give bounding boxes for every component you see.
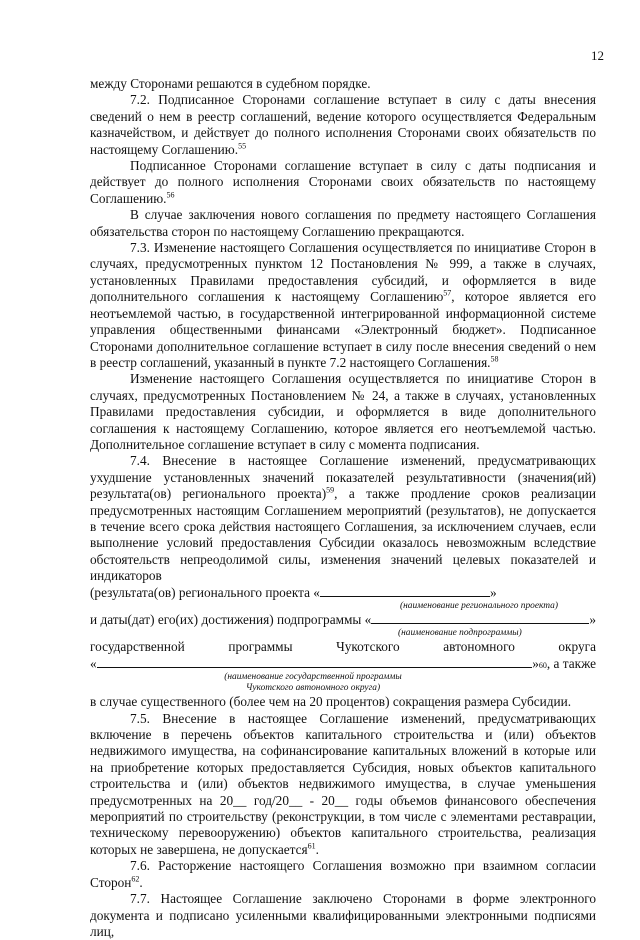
- paragraph-7-1-end: между Сторонами решаются в судебном порядке.: [90, 76, 371, 91]
- paragraph-7-4-end: в случае существенного (более чем на 20 процентов) сокращения размера Субсидии.: [90, 694, 572, 710]
- footnote-ref-59: 59: [326, 485, 335, 495]
- subprogram-caption: (наименование подпрограммы): [398, 628, 522, 639]
- subprogram-blank: [371, 612, 589, 624]
- state-program-blank: [97, 656, 533, 668]
- footnote-ref-58: 58: [490, 354, 499, 364]
- state-program-blank-row: « » 60 , а также: [90, 655, 596, 671]
- footnote-ref-55: 55: [238, 141, 247, 151]
- regional-project-blank-row: (результата(ов) регионального проекта « »: [90, 584, 497, 600]
- paragraph-7-3: 7.3. Изменение настоящего Соглашения осуществляется по инициативе Сторон в случаях, предусмотренных пунктом 12 Постановления № 999, а также в случаях, установленных Правилами предоставления субсидий, и оформляется в виде дополнительного соглашения к настоящему Соглашению$^{57}$, которое является его неотъемлемой частью, в государственной интегрированной информационной системе управления общественными финансами «Электронный бюджет». Подписанное Сторонами дополнительное соглашение вступает в силу после внесения сведений о нем в реестр соглашений, указанный в пункте 7.2 настоящего Соглашения.$^{58}$: [90, 240, 596, 370]
- paragraph-7-3-alt: Изменение настоящего Соглашения осуществляется по инициативе Сторон в случаях, предусмотренных Постановлением № 24, а также в случаях, установленных Правилами предоставления субсидии, и оформляется в виде дополнительного соглашения к настоящему Соглашению, которое является его неотъемлемой частью. Дополнительное соглашение вступает в силу с момента подписания.: [90, 371, 596, 452]
- state-program-words: государственной программы Чукотского автономного округа: [90, 639, 596, 655]
- page-number: 12: [591, 48, 604, 63]
- paragraph-7-5: 7.5. Внесение в настоящее Соглашение изменений, предусматривающих включение в перечень объектов капитального строительства и (или) объектов недвижимого имущества, на софинансирование капитальных вложений в которые или на приобретение которых предоставляется Субсидия, новых объектов капитального строительства и (или) объектов недвижимого имущества, в случае уменьшения предусмотренных на 20__ год/20__ - 20__ годы объемов финансового обеспечения мероприятий по строительству (реконструкции, в том числе с элементами реставрации, техническому перевооружению) объектов капитального строительства, реализация которых не завершена, не допускается$^{61}$.: [90, 710, 596, 857]
- state-program-caption: (наименование государственной программы Чукотского автономного округа): [224, 672, 402, 694]
- footnote-ref-57: 57: [443, 288, 452, 298]
- subprogram-blank-row: и даты(дат) его(их) достижения) подпрограммы « »: [90, 612, 596, 627]
- footnote-ref-61: 61: [307, 841, 316, 851]
- footnote-ref-62: 62: [131, 874, 140, 884]
- footnote-ref-56: 56: [166, 190, 175, 200]
- regional-project-caption: (наименование регионального проекта): [400, 601, 558, 611]
- paragraph-7-7: 7.7. Настоящее Соглашение заключено Сторонами в форме электронного документа и подписано усиленными квалифицированными электронными подписями лиц,: [90, 891, 596, 939]
- regional-project-blank: [320, 585, 490, 597]
- paragraph-7-2: 7.2. Подписанное Сторонами соглашение вступает в силу с даты внесения сведений о нем в реестр соглашений, ведение которого осуществляется Федеральным казначейством, и действует до полного исполнения Сторонами своих обязательств по настоящему Соглашению.$^{55}$: [90, 92, 596, 157]
- paragraph-7-2-alt: Подписанное Сторонами соглашение вступает в силу с даты подписания и действует до полного исполнения Сторонами своих обязательств по настоящему Соглашению.$^{56}$: [90, 158, 596, 206]
- paragraph-7-6: 7.6. Расторжение настоящего Соглашения возможно при взаимном согласии Сторон$^{62}$.: [90, 858, 596, 890]
- paragraph-7-4: 7.4. Внесение в настоящее Соглашение изменений, предусматривающих ухудшение установленных значений показателей результативности (значения(ий) результата(ов) регионального проекта)$^{59}$, а также продление сроков реализации предусмотренных настоящим Соглашением мероприятий (результатов), не допускается в течение всего срока действия настоящего Соглашения, за исключением случаев, если выполнение условий предоставления Субсидии оказалось невозможным вследствие обстоятельств непреодолимой силы, изменения значений целевых показателей и индикаторов: [90, 453, 596, 584]
- paragraph-7-2-new-agreement: В случае заключения нового соглашения по предмету настоящего Соглашения обязательства сторон по настоящему Соглашению прекращаются.: [90, 207, 596, 239]
- document-body: [90, 76, 596, 940]
